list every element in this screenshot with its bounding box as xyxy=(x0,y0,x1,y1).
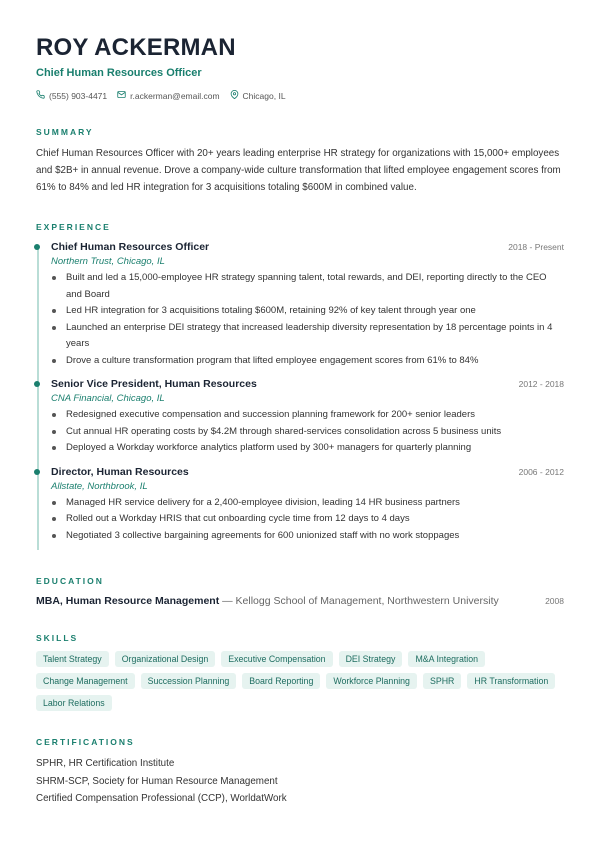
job-bullet: Built and led a 15,000-employee HR strategy spanning talent, total rewards, and DEI, reporting directly to the CEO and Board xyxy=(51,270,564,303)
experience-timeline xyxy=(36,241,564,550)
email-text: r.ackerman@email.com xyxy=(130,90,220,101)
job-bullet: Deployed a Workday workforce analytics platform used by 300+ managers for quarterly planning xyxy=(51,440,564,457)
contact-email xyxy=(117,90,219,101)
school: Kellogg School of Management, Northwestern University xyxy=(235,595,499,607)
job-org: Northern Trust, Chicago, IL xyxy=(51,256,165,267)
education-entry xyxy=(36,595,564,607)
degree: MBA, Human Resource Management xyxy=(36,595,220,607)
skills-list xyxy=(36,651,556,711)
skill-chip: DEI Strategy xyxy=(339,651,403,667)
location-text: Chicago, IL xyxy=(242,90,286,101)
job-entry xyxy=(51,378,564,457)
phone-icon xyxy=(36,90,45,101)
contact-phone xyxy=(36,90,107,101)
contact-location xyxy=(230,90,286,101)
job-bullet: Cut annual HR operating costs by $4.2M through shared-services consolidation across 5 business units xyxy=(51,424,564,441)
job-org: Allstate, Northbrook, IL xyxy=(51,480,148,492)
skill-chip: Change Management xyxy=(36,673,135,689)
skill-chip: Board Reporting xyxy=(242,673,320,689)
education-heading: EDUCATION xyxy=(36,576,104,586)
experience-heading: EXPERIENCE xyxy=(36,222,111,232)
skills-heading: SKILLS xyxy=(36,633,79,643)
candidate-title: Chief Human Resources Officer xyxy=(36,67,202,79)
job-entry xyxy=(51,241,564,369)
job-entry xyxy=(51,466,564,551)
skill-chip: SPHR xyxy=(423,673,461,689)
candidate-name: ROY ACKERMAN xyxy=(36,34,236,61)
job-bullet: Launched an enterprise DEI strategy that increased leadership diversity representation by 18 percentage points in 4 years xyxy=(51,320,564,353)
map-pin-icon xyxy=(230,90,239,101)
certifications-list xyxy=(36,755,564,808)
certifications-heading: CERTIFICATIONS xyxy=(36,737,135,747)
contact-bar xyxy=(36,90,564,101)
mail-icon xyxy=(117,90,126,101)
job-bullet: Drove a culture transformation program that lifted employee engagement scores from 61% to 84% xyxy=(51,353,564,370)
job-bullets xyxy=(51,270,564,369)
summary-heading: SUMMARY xyxy=(36,127,94,137)
certification-item: SPHR, HR Certification Institute xyxy=(36,758,175,769)
timeline-dot xyxy=(34,469,40,475)
job-title: Chief Human Resources Officer xyxy=(51,241,210,253)
timeline-dot xyxy=(34,381,40,387)
timeline-dot xyxy=(34,244,40,250)
skill-chip: M&A Integration xyxy=(408,651,485,667)
job-bullet: Redesigned executive compensation and succession planning framework for 200+ senior leaders xyxy=(51,407,564,424)
skill-chip: Labor Relations xyxy=(36,695,112,711)
job-bullet: Managed HR service delivery for a 2,400-employee division, leading 14 HR business partners xyxy=(51,495,564,512)
job-bullet: Negotiated 3 collective bargaining agreements for 600 unionized staff with no work stoppages xyxy=(51,528,564,545)
job-org: CNA Financial, Chicago, IL xyxy=(51,393,165,404)
job-bullets xyxy=(51,495,564,545)
certification-item: Certified Compensation Professional (CCP), WorldatWork xyxy=(36,793,287,804)
job-title: Senior Vice President, Human Resources xyxy=(51,378,257,390)
skill-chip: HR Transformation xyxy=(467,673,555,689)
skill-chip: Succession Planning xyxy=(141,673,237,689)
skill-chip: Workforce Planning xyxy=(326,673,417,689)
job-bullet: Rolled out a Workday HRIS that cut onboarding cycle time from 12 days to 4 days xyxy=(51,511,564,528)
job-dates: 2012 - 2018 xyxy=(518,379,564,389)
summary-text: Chief Human Resources Officer with 20+ years leading enterprise HR strategy for organizations with 15,000+ employees and $2B+ in annual revenue. Drove a company-wide culture transformation that lifted employee engagement scores from 61% to 84% and led HR integration for 3 acquisitions totaling $600M in combined value. xyxy=(36,148,561,193)
skill-chip: Executive Compensation xyxy=(221,651,332,667)
job-bullet: Led HR integration for 3 acquisitions totaling $600M, retaining 92% of key talent through year one xyxy=(51,303,564,320)
job-dates: 2006 - 2012 xyxy=(518,466,564,477)
phone-text: (555) 903-4471 xyxy=(49,90,108,101)
edu-separator: — xyxy=(222,595,233,607)
edu-year: 2008 xyxy=(545,596,564,606)
certification-item: SHRM-SCP, Society for Human Resource Management xyxy=(36,775,278,787)
skill-chip: Talent Strategy xyxy=(36,651,109,667)
job-bullets xyxy=(51,407,564,457)
skill-chip: Organizational Design xyxy=(115,651,216,667)
job-title: Director, Human Resources xyxy=(51,465,189,478)
job-dates: 2018 - Present xyxy=(508,242,564,252)
